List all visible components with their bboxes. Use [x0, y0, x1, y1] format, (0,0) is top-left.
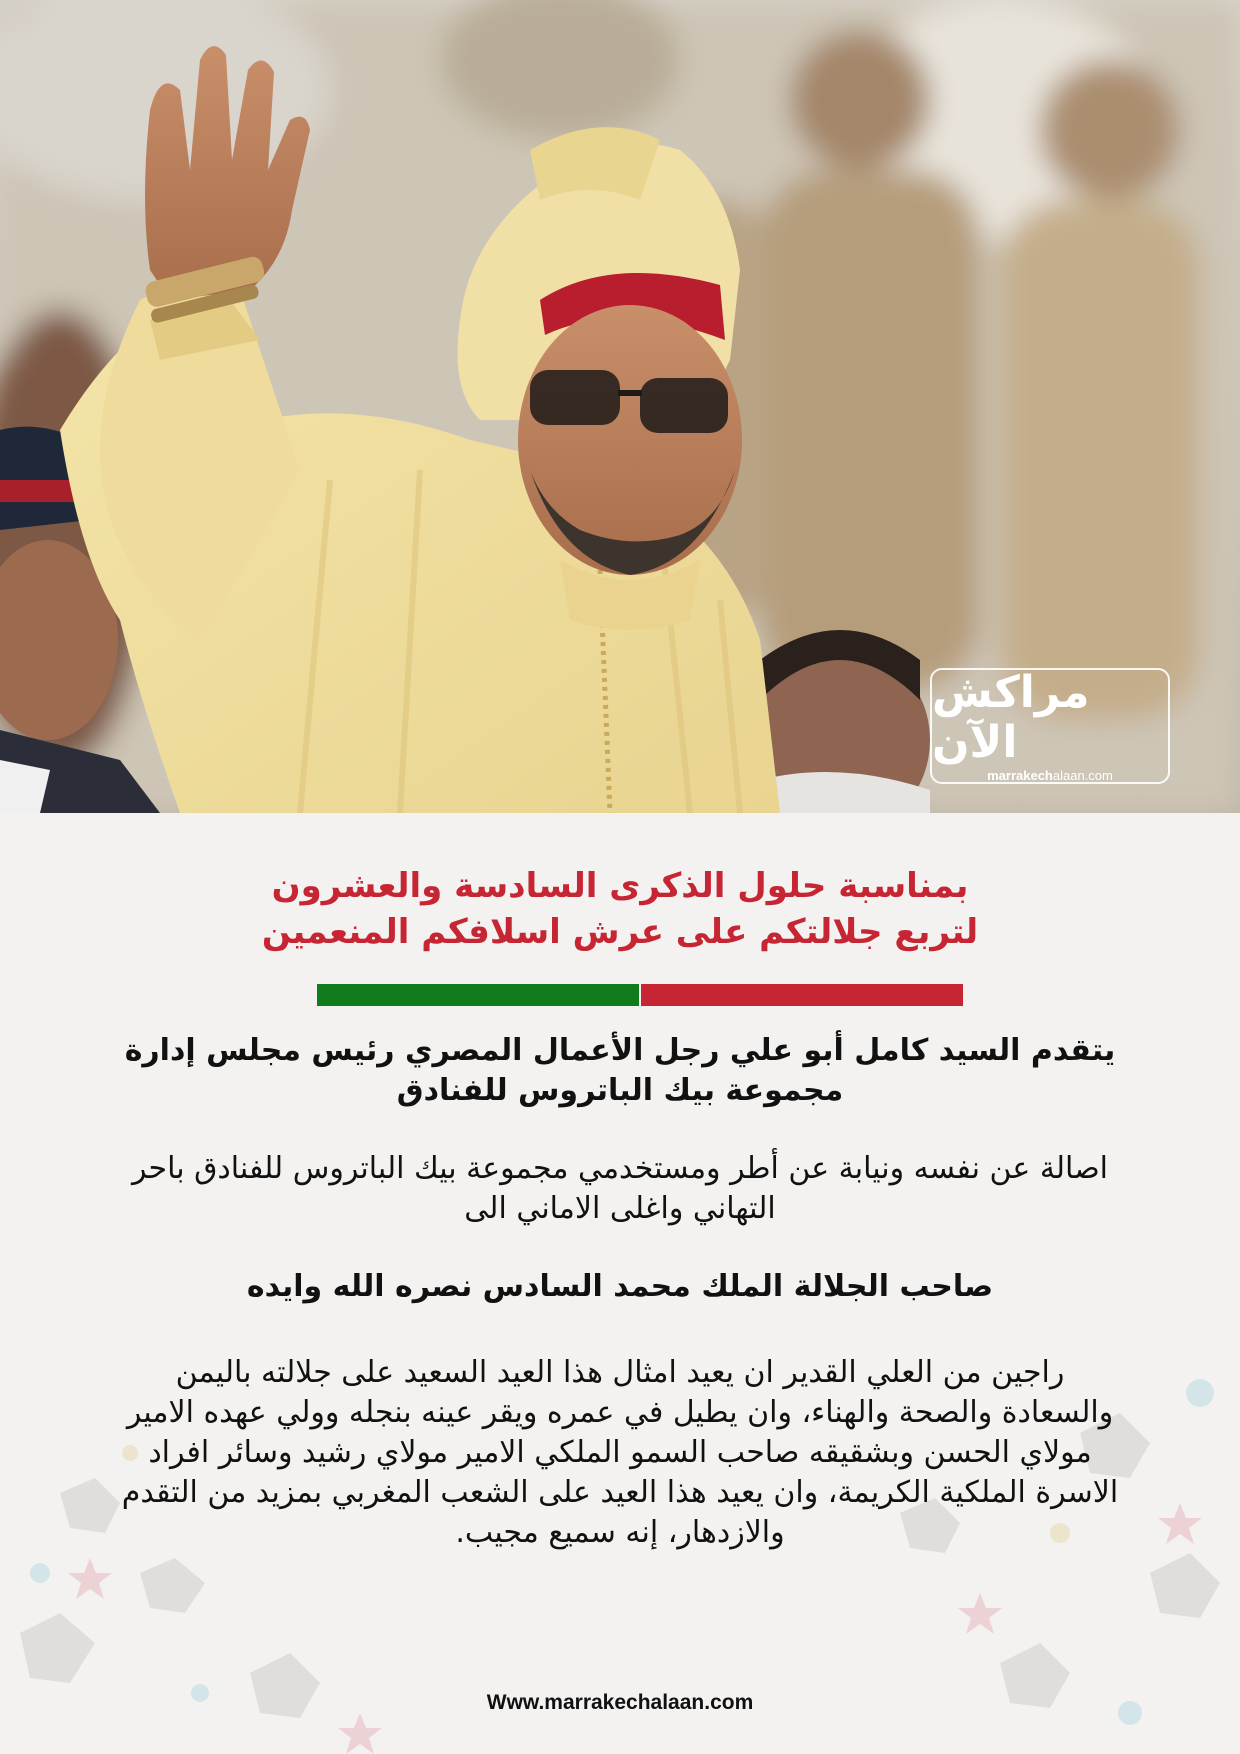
logo-domain-bold: marrakech [987, 768, 1053, 783]
presenter-paragraph: يتقدم السيد كامل أبو علي رجل الأعمال المصري رئيس مجلس إدارة مجموعة بيك الباتروس للفنادق [124, 1033, 1116, 1108]
heading-line-2: لتربع جلالتكم على عرش اسلافكم المنعمين [261, 912, 979, 952]
hero-photo [0, 0, 1240, 813]
wishes-paragraph: راجين من العلي القدير ان يعيد امثال هذا العيد السعيد على جلالته باليمن والسعادة والصحة والهناء، وان يطيل في عمره ويقر عينه بنجله وولي عهده الامير مولاي الحسن وبشقيقه صاحب السمو الملكي الامير مولاي رشيد وسائر افراد الاسرة الملكية الكريمة، وان يعيد هذا العيد على الشعب المغربي بمزيد من التقدم والازدهار، إنه سميع مجيب. [121, 1355, 1119, 1550]
flag-bar-green [317, 984, 639, 1006]
flag-bar-red [641, 984, 963, 1006]
heading-line-1: بمناسبة حلول الذكرى السادسة والعشرون [271, 866, 969, 906]
addressee-line: صاحب الجلالة الملك محمد السادس نصره الله وايده [246, 1269, 994, 1304]
logo-domain-rest: alaan.com [1052, 768, 1113, 783]
logo-domain [987, 768, 1113, 784]
logo-arabic-name: مراكش الآن [932, 667, 1090, 768]
occasion-heading [120, 863, 1120, 955]
marrakechalaan-logo [930, 668, 1170, 784]
footer-website: Www.marrakechalaan.com [486, 1691, 754, 1714]
message-card [0, 813, 1240, 1754]
on-behalf-paragraph: اصالة عن نفسه ونيابة عن أطر ومستخدمي مجموعة بيك الباتروس للفنادق باحر التهاني واغلى الاماني الى [132, 1151, 1108, 1226]
